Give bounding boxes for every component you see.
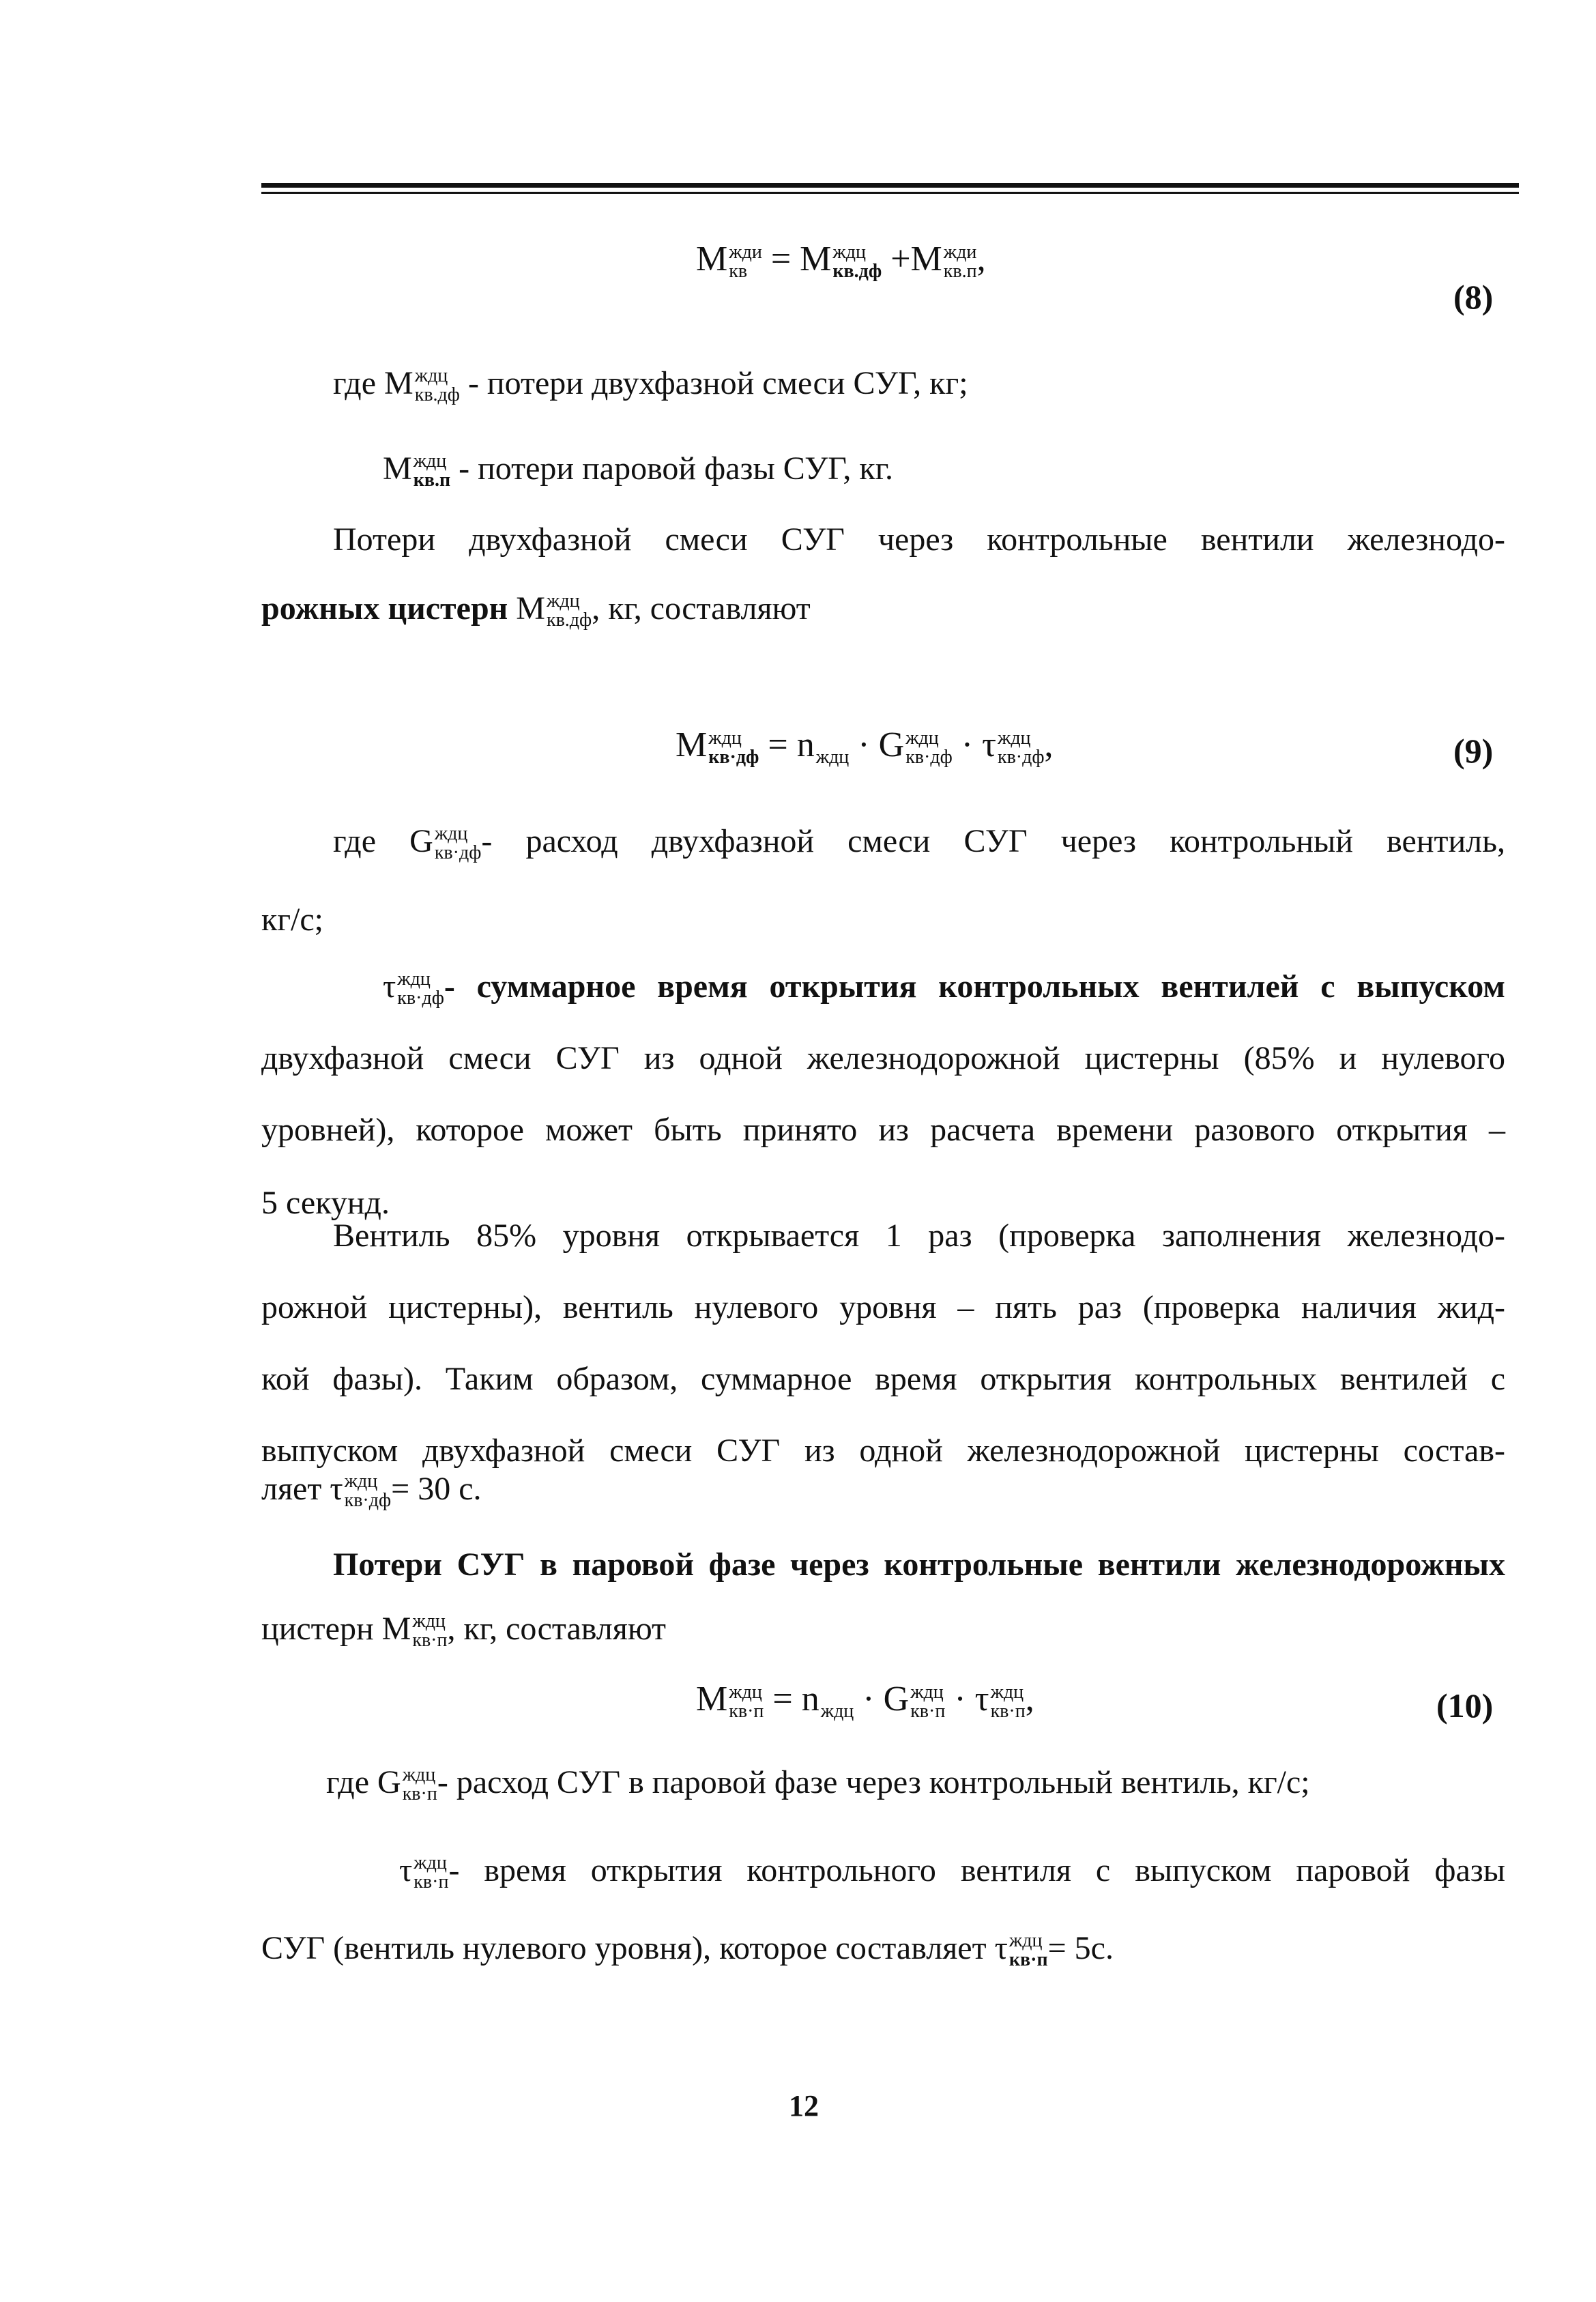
paragraph-2-line-5: ляет τ ждц кв·дф = 30 с. xyxy=(261,1471,482,1511)
top-rule-thick xyxy=(261,183,1519,188)
paragraph-2-line-1: Вентиль 85% уровня открывается 1 раз (проверка заполнения железнодо- xyxy=(333,1218,1505,1254)
equation-number-8: (8) xyxy=(1453,278,1494,316)
paragraph-1-line-2: рожных цистерн M ждц кв.дф , кг, составляют xyxy=(261,590,811,631)
page-number: 12 xyxy=(789,2089,819,2123)
definition-line-3: где G ждц кв·дф - расход двухфазной смеси СУГ через контрольный вентиль, xyxy=(333,823,1506,863)
formula-8: M жди кв = M ждц кв.дф +M жди кв.п , xyxy=(696,240,986,282)
formula-9: M ждц кв·дф = n ждц · G ждц кв·дф · τ ждц кв·дф , xyxy=(676,725,1054,768)
definition-line-3-cont: кг/с; xyxy=(261,902,323,938)
paragraph-2-line-4: выпуском двухфазной смеси СУГ из одной железнодорожной цистерны состав- xyxy=(261,1433,1505,1469)
definition-line-6: τ ждц кв·п - время открытия контрольного вентиля с выпуском паровой фазы xyxy=(399,1852,1505,1893)
paragraph-3-line-2: цистерн M ждц кв·п , кг, составляют xyxy=(261,1611,667,1651)
definition-line-4: τ ждц кв·дф - суммарное время открытия контрольных вентилей с выпуском xyxy=(383,968,1505,1009)
equation-number-10: (10) xyxy=(1436,1686,1494,1725)
paragraph-2-line-3: кой фазы). Таким образом, суммарное время открытия контрольных вентилей с xyxy=(261,1361,1505,1397)
formula-10: M ждц кв·п = n ждц · G ждц кв·п · τ ждц кв·п , xyxy=(696,1680,1034,1722)
paragraph-1-line-1: Потери двухфазной смеси СУГ через контрольные вентили железнодо- xyxy=(333,521,1505,558)
paragraph-3-line-1: Потери СУГ в паровой фазе через контрольные вентили железнодорожных xyxy=(333,1546,1505,1583)
definition-line-4-cont-1: двухфазной смеси СУГ из одной железнодорожной цистерны (85% и нулевого xyxy=(261,1040,1505,1076)
definition-line-6-cont: СУГ (вентиль нулевого уровня), которое составляет τ ждц кв·п = 5с. xyxy=(261,1930,1114,1970)
definition-line-4-cont-2: уровней), которое может быть принято из расчета времени разового открытия – xyxy=(261,1112,1505,1148)
definition-line-2: M ждц кв.п - потери паровой фазы СУГ, кг. xyxy=(383,450,894,491)
definition-line-5: где G ждц кв·п - расход СУГ в паровой фазе через контрольный вентиль, кг/с; xyxy=(326,1764,1310,1804)
definition-line-4-cont-3: 5 секунд. xyxy=(261,1185,390,1221)
top-rule-thin xyxy=(261,192,1519,194)
paragraph-2-line-2: рожной цистерны), вентиль нулевого уровня – пять раз (проверка наличия жид- xyxy=(261,1289,1505,1325)
equation-number-9: (9) xyxy=(1453,732,1494,770)
definition-line-1: где M ждц кв.дф - потери двухфазной смеси СУГ, кг; xyxy=(333,365,968,405)
